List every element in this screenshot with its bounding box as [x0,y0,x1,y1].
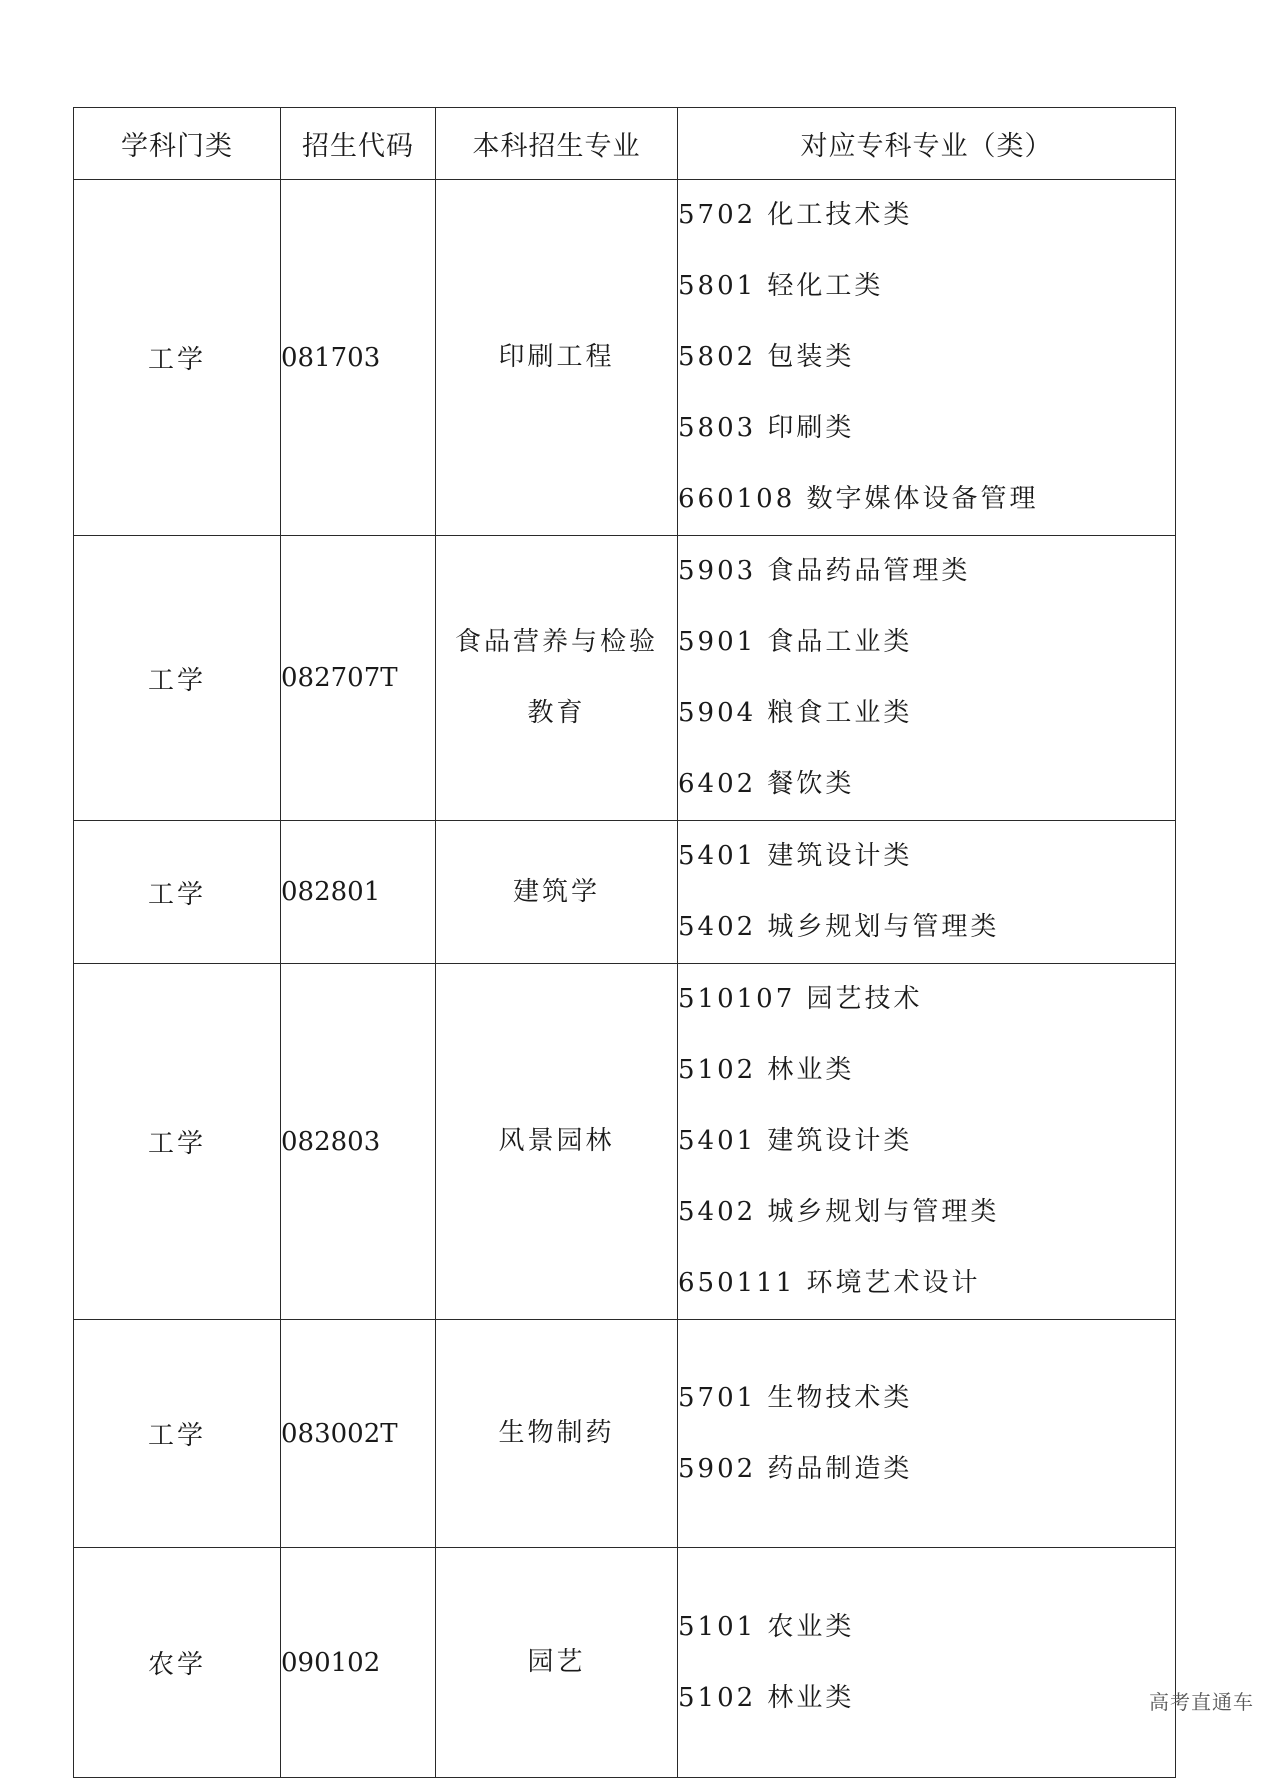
corresponding-cell [678,821,1176,964]
major-name: 印刷工程 [498,342,615,372]
corresponding-item: 5402 城乡规划与管理类 [678,1197,1000,1227]
corresponding-cell [678,1548,1176,1778]
corresponding-item: 5904 粮食工业类 [678,698,913,728]
corresponding-item: 5102 林业类 [678,1682,855,1713]
table-row [74,536,1176,821]
corresponding-cell [678,964,1176,1320]
category-cell: 工学 [74,180,281,536]
major-cell [436,1548,678,1778]
corresponding-item: 5902 药品制造类 [678,1453,913,1484]
corresponding-item: 5803 印刷类 [678,413,855,443]
major-cell [436,964,678,1320]
watermark-text: 高考直通车 [1149,1690,1254,1714]
corresponding-item: 5102 林业类 [678,1055,855,1085]
category-cell: 工学 [74,1320,281,1548]
major-name: 生物制药 [498,1418,615,1448]
table-row [74,1548,1176,1778]
header-code: 招生代码 [281,108,436,180]
header-corresponding: 对应专科专业（类） [678,108,1176,180]
category-cell: 工学 [74,964,281,1320]
code-cell: 090102 [281,1548,436,1778]
major-name: 建筑学 [512,876,600,907]
category-cell: 工学 [74,821,281,964]
major-name: 风景园林 [498,1126,615,1156]
major-name: 园艺 [527,1647,586,1677]
major-cell [436,180,678,536]
code-cell: 083002T [281,1320,436,1548]
header-major: 本科招生专业 [436,108,678,180]
corresponding-item: 510107 园艺技术 [678,984,923,1014]
code-cell: 082803 [281,964,436,1320]
code-cell: 082707T [281,536,436,821]
corresponding-cell [678,536,1176,821]
table-row [74,964,1176,1320]
majors-table [73,107,1176,1778]
table-row [74,821,1176,964]
code-cell: 081703 [281,180,436,536]
header-category: 学科门类 [74,108,281,180]
table-header-row [74,108,1176,180]
table-row [74,1320,1176,1548]
major-cell [436,821,678,964]
major-name-line: 教育 [527,698,586,728]
corresponding-item: 5402 城乡规划与管理类 [678,912,1000,942]
major-cell [436,1320,678,1548]
major-cell [436,536,678,821]
corresponding-cell [678,180,1176,536]
corresponding-cell [678,1320,1176,1548]
table-row [74,180,1176,536]
major-name-line: 食品营养与检验 [454,627,658,657]
corresponding-item: 5401 建筑设计类 [678,1126,913,1156]
corresponding-item: 5802 包装类 [678,342,855,372]
corresponding-item: 5701 生物技术类 [678,1382,913,1413]
corresponding-item: 5903 食品药品管理类 [678,556,971,586]
corresponding-item: 5401 建筑设计类 [678,841,913,871]
corresponding-item: 5702 化工技术类 [678,200,913,230]
corresponding-item: 660108 数字媒体设备管理 [678,484,1039,514]
category-cell: 农学 [74,1548,281,1778]
category-cell: 工学 [74,536,281,821]
code-cell: 082801 [281,821,436,964]
corresponding-item: 5901 食品工业类 [678,627,913,657]
corresponding-item: 5101 农业类 [678,1611,855,1642]
corresponding-item: 650111 环境艺术设计 [678,1268,981,1298]
corresponding-item: 5801 轻化工类 [678,271,884,301]
corresponding-item: 6402 餐饮类 [678,769,855,799]
